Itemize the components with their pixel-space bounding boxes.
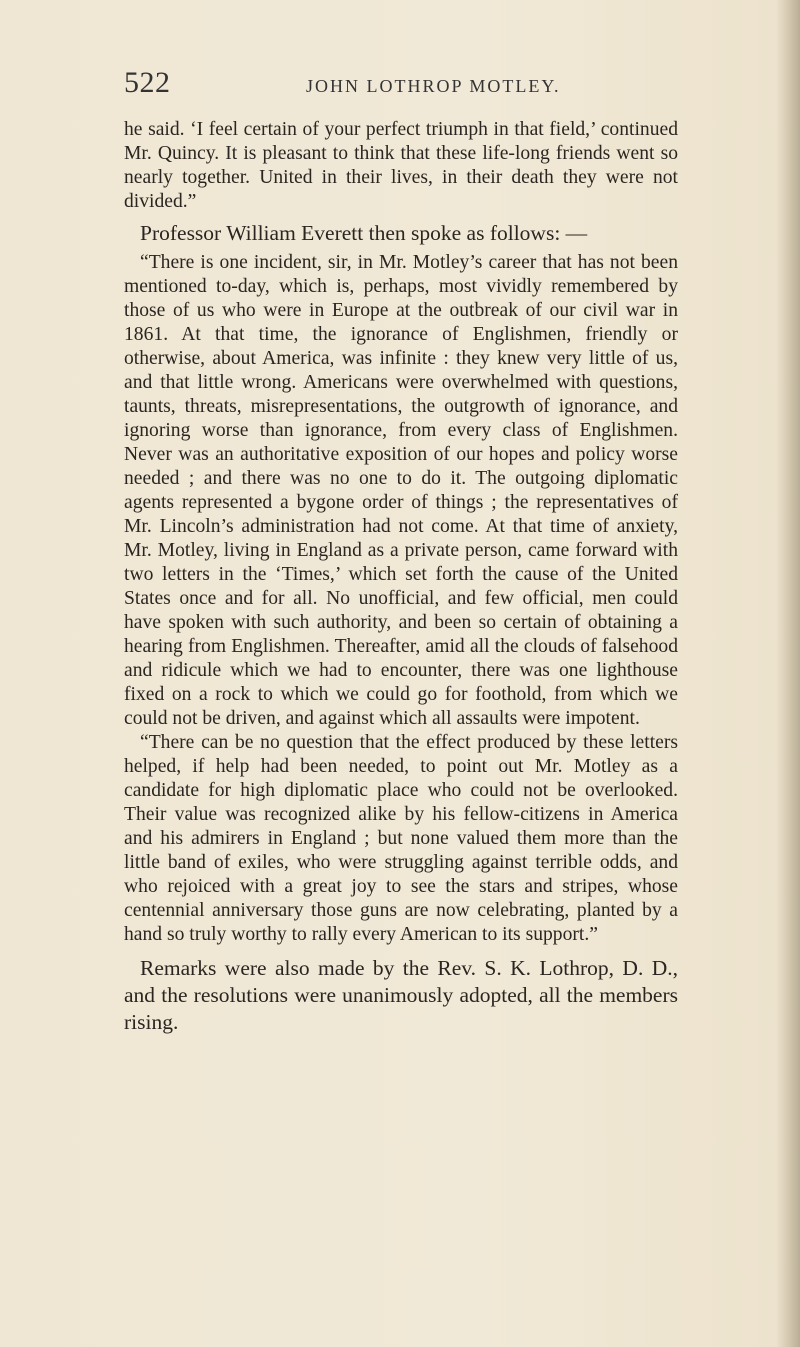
- paragraph-everett-speech-1: “There is one incident, sir, in Mr. Motley’s career that has not been mentioned to-day, which is, perhaps, most vividly remembered by those of us who were in Europe at the outbreak of our civil war in 1861. At that time, the ignorance of Englishmen, friendly or otherwise, about America, was infinite : they knew very little of us, and that little wrong. Americans were overwhelmed with questions, taunts, threats, misrepresentations, the outgrowth of ignorance, and ignoring worse than ignorance, from every class of Englishmen. Never was an authoritative exposition of our hopes and policy worse needed ; and there was no one to do it. The outgoing diplomatic agents represented a bygone order of things ; the representatives of Mr. Lincoln’s administration had not come. At that time of anxiety, Mr. Motley, living in England as a private person, came forward with two letters in the ‘Times,’ which set forth the cause of the United States once and for all. No unofficial, and few official, men could have spoken with such authority, and been so certain of obtaining a hearing from Englishmen. Thereafter, amid all the clouds of falsehood and ridicule which we had to encounter, there was one lighthouse fixed on a rock to which we could go for foothold, from which we could not be driven, and against which all assaults were impotent.: [124, 252, 678, 729]
- paragraph-everett-speech-2: “There can be no question that the effect produced by these letters helped, if help had been needed, to point out Mr. Motley as a candidate for high diplomatic place who could not be overlooked. Their value was recognized alike by his fellow-citizens in America and his admirers in England ; but none valued them more than the little band of exiles, who were struggling against terrible odds, and who rejoiced with a great joy to see the stars and stripes, whose centennial anniversary those guns are now celebrating, planted by a hand so truly worthy to rally every American to its support.”: [124, 732, 678, 945]
- body-text: [124, 118, 678, 1040]
- page-number: 522: [124, 66, 171, 99]
- page-header: [124, 66, 684, 106]
- paragraph-quincy-quote-end: he said. ‘I feel certain of your perfect triumph in that field,’ continued Mr. Quincy. It is pleasant to think that these life-long friends went so nearly together. United in their lives, in their death they were not divided.”: [124, 119, 678, 212]
- paragraph-closing-remarks: Remarks were also made by the Rev. S. K. Lothrop, D. D., and the resolutions were unanimously adopted, all the members rising.: [124, 956, 678, 1034]
- paragraph-everett-intro: Professor William Everett then spoke as follows: —: [140, 221, 588, 245]
- page-edge-shadow: [776, 0, 800, 1347]
- running-head: JOHN LOTHROP MOTLEY.: [306, 76, 561, 96]
